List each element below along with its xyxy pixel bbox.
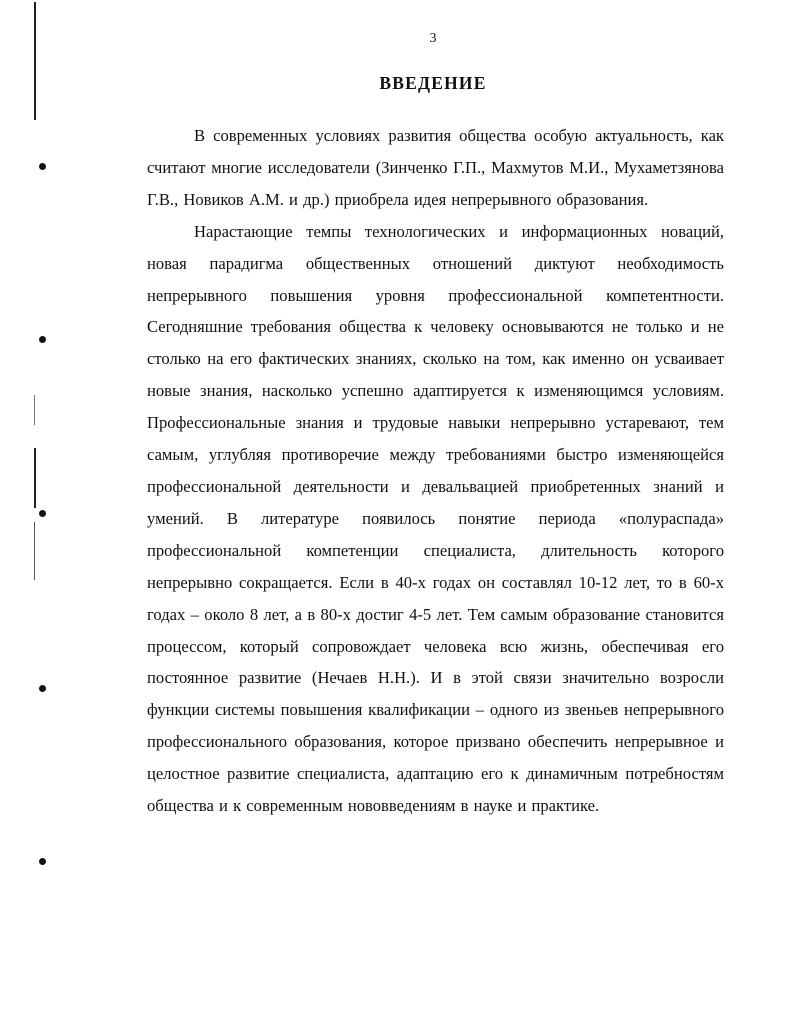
scan-edge-line <box>34 2 36 120</box>
scan-edge-line <box>34 395 35 425</box>
binder-hole-mark <box>39 163 46 170</box>
page-number: 3 <box>429 31 437 46</box>
binder-hole-mark <box>39 685 46 692</box>
binder-hole-mark <box>39 510 46 517</box>
paragraph: Нарастающие темпы технологических и информационных новаций, новая парадигма общественных отношений диктуют необходимость непрерывного повышения уровня профессиональной компетентности. Сегодняшние требования общества к человеку основываются не только и не столько на его фактических знаниях, сколько на том, как именно он усваивает новые знания, насколько успешно адаптируется к изменяющимся условиям. Профессиональные знания и трудовые навыки непрерывно устаревают, тем самым, углубляя противоречие между требованиями быстро изменяющейся профессиональной деятельности и девальвацией приобретенных знаний и умений. В литературе появилось понятие периода «полураспада» профессиональной компетенции специалиста, длительность которого непрерывно сокращается. Если в 40-х годах он составлял 10-12 лет, то в 60-х годах – около 8 лет, а в 80-х достиг 4-5 лет. Тем самым образование становится процессом, который сопровождает человека всю жизнь, обеспечивая его постоянное развитие (Нечаев Н.Н.). И в этой связи значительно возросли функции системы повышения квалификации – одного из звеньев непрерывного профессионального образования, которое призвано обеспечить непрерывное и целостное развитие специалиста, адаптацию его к динамичным потребностям общества и к современным нововведениям в науке и практике. <box>147 221 724 816</box>
binder-hole-mark <box>39 336 46 343</box>
scan-edge-line <box>34 448 36 508</box>
body-text <box>147 120 724 822</box>
section-title: ВВЕДЕНИЕ <box>379 73 487 93</box>
binder-hole-mark <box>39 858 46 865</box>
paragraph: В современных условиях развития общества особую актуальность, как считают многие исследователи (Зинченко Г.П., Махмутов М.И., Мухаметзянова Г.В., Новиков А.М. и др.) приобрела идея непрерывного образования. <box>147 126 724 209</box>
scan-edge-line <box>34 522 35 580</box>
